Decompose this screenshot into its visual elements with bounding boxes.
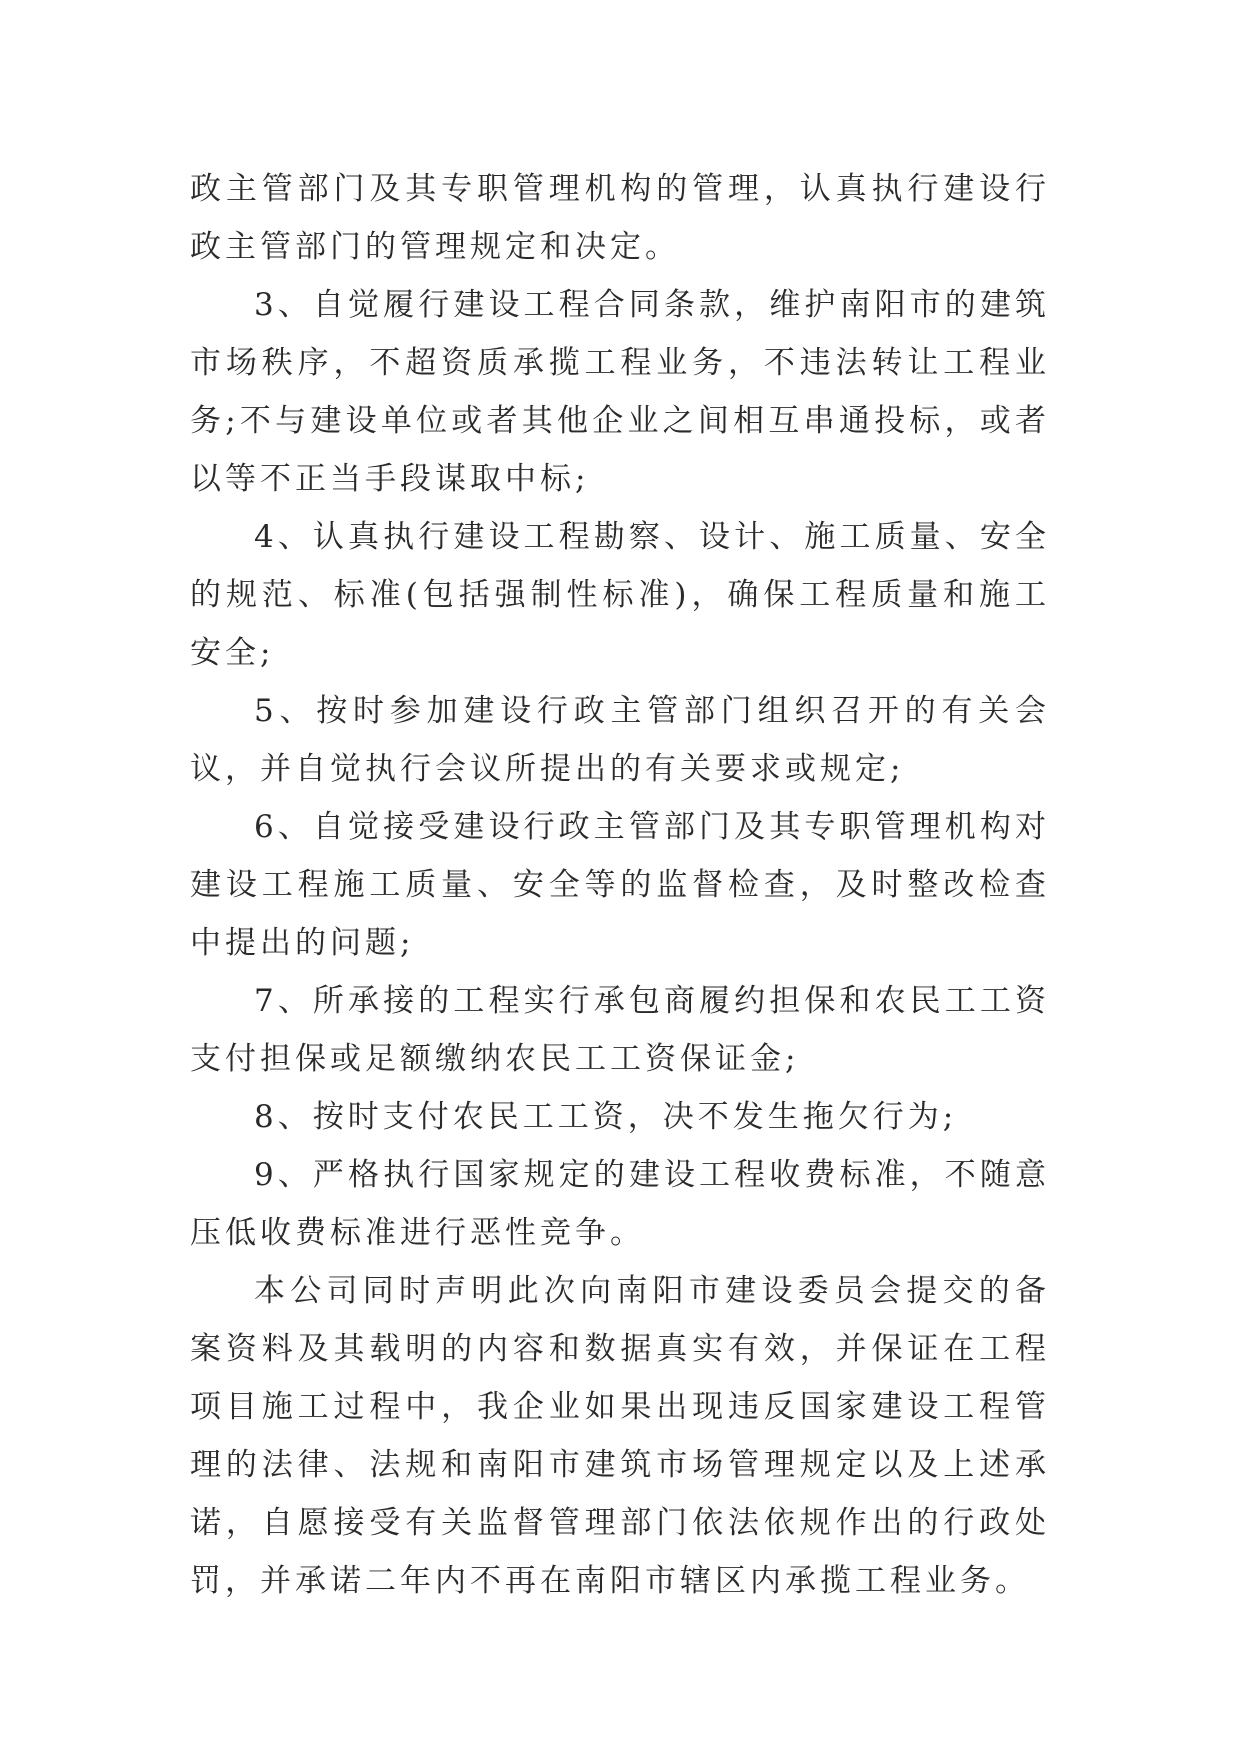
paragraph-continuation: 政主管部门及其专职管理机构的管理，认真执行建设行政主管部门的管理规定和决定。 — [190, 171, 1050, 265]
paragraph-item-4: 4、认真执行建设工程勘察、设计、施工质量、安全的规范、标准(包括强制性标准)，确保工程质量和施工安全; — [190, 519, 1050, 671]
document-body — [190, 160, 1050, 1610]
paragraph-item-7: 7、所承接的工程实行承包商履约担保和农民工工资支付担保或足额缴纳农民工工资保证金; — [190, 983, 1050, 1077]
paragraph-item-3: 3、自觉履行建设工程合同条款，维护南阳市的建筑市场秩序，不超资质承揽工程业务，不违法转让工程业务;不与建设单位或者其他企业之间相互串通投标，或者以等不正当手段谋取中标; — [190, 287, 1050, 497]
paragraph-declaration: 本公司同时声明此次向南阳市建设委员会提交的备案资料及其载明的内容和数据真实有效，并保证在工程项目施工过程中，我企业如果出现违反国家建设工程管理的法律、法规和南阳市建筑市场管理规定以及上述承诺，自愿接受有关监督管理部门依法依规作出的行政处罚，并承诺二年内不再在南阳市辖区内承揽工程业务。 — [190, 1273, 1050, 1599]
paragraph-item-5: 5、按时参加建设行政主管部门组织召开的有关会议，并自觉执行会议所提出的有关要求或规定; — [190, 693, 1050, 787]
paragraph-item-6: 6、自觉接受建设行政主管部门及其专职管理机构对建设工程施工质量、安全等的监督检查，及时整改检查中提出的问题; — [190, 809, 1050, 961]
paragraph-item-8: 8、按时支付农民工工资，决不发生拖欠行为; — [254, 1099, 958, 1135]
paragraph-item-9: 9、严格执行国家规定的建设工程收费标准，不随意压低收费标准进行恶性竞争。 — [190, 1157, 1050, 1251]
